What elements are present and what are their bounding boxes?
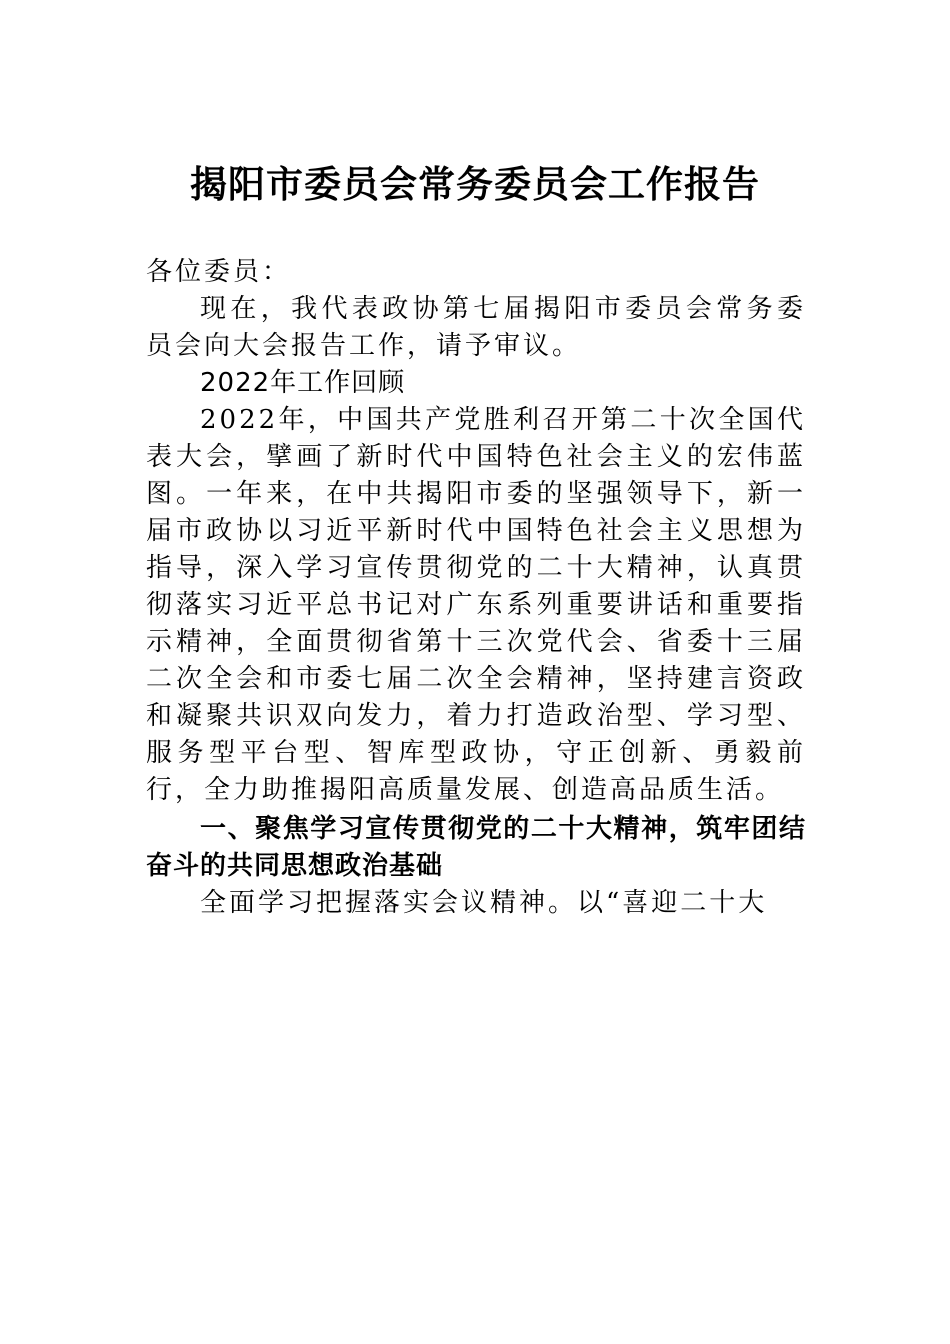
section-one-paragraph: 全面学习把握落实会议精神。以“喜迎二十大 [200,888,768,918]
salutation: 各位委员： [146,257,292,287]
document-body [146,254,806,922]
section-heading-review: 2022年工作回顾 [200,368,406,398]
document-title: 揭阳市委员会常务委员会工作报告 [190,162,760,206]
intro-paragraph: 现在，我代表政协第七届揭阳市委员会常务委员会向大会报告工作，请予审议。 [146,294,806,361]
section-heading-one: 一、聚焦学习宣传贯彻党的二十大精神，筑牢团结奋斗的共同思想政治基础 [146,814,806,881]
review-paragraph: 2022年，中国共产党胜利召开第二十次全国代表大会，擘画了新时代中国特色社会主义的宏伟蓝图。一年来，在中共揭阳市委的坚强领导下，新一届市政协以习近平新时代中国特色社会主义思想为指导，深入学习宣传贯彻党的二十大精神，认真贯彻落实习近平总书记对广东系列重要讲话和重要指示精神，全面贯彻省第十三次党代会、省委十三届二次全会和市委七届二次全会精神，坚持建言资政和凝聚共识双向发力，着力打造政治型、学习型、服务型平台型、智库型政协，守正创新、勇毅前行，全力助推揭阳高质量发展、创造高品质生活。 [146,405,806,805]
